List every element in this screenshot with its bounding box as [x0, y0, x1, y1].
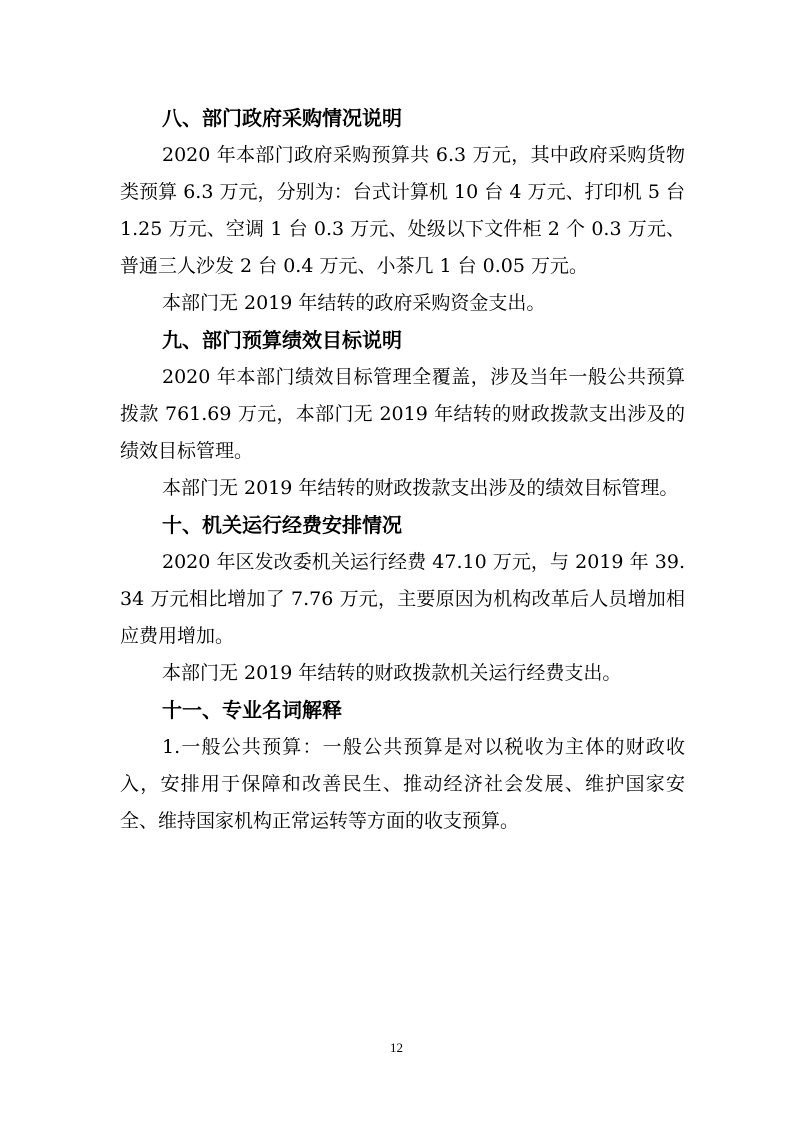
paragraph-glossary-general-budget: 1.一般公共预算：一般公共预算是对以税收为主体的财政收入，安排用于保障和改善民生、推动经济社会发展、维护国家安全、维持国家机构正常运转等方面的收支预算。	[120, 736, 685, 832]
section-heading-operating-costs: 十、机关运行经费安排情况	[162, 513, 402, 537]
section-heading-performance: 九、部门预算绩效目标说明	[162, 328, 402, 352]
page-number: 12	[390, 1040, 403, 1055]
paragraph-procurement-budget: 2020 年本部门政府采购预算共 6.3 万元，其中政府采购货物类预算 6.3 万元，分别为：台式计算机 10 台 4 万元、打印机 5 台 1.25 万元、空调 1 台 0.3 万元、处级以下文件柜 2 个 0.3 万元、普通三人沙发 2 台 0.4 万元、小茶几 1 台 0.05 万元。	[120, 144, 685, 277]
section-heading-glossary: 十一、专业名词解释	[162, 698, 342, 722]
paragraph-operating-costs: 2020 年区发改委机关运行经费 47.10 万元，与 2019 年 39.34 万元相比增加了 7.76 万元，主要原因为机构改革后人员增加相应费用增加。	[120, 551, 685, 647]
paragraph-procurement-carryover: 本部门无 2019 年结转的政府采购资金支出。	[162, 292, 546, 314]
paragraph-operating-costs-carryover: 本部门无 2019 年结转的财政拨款机关运行经费支出。	[162, 662, 622, 684]
paragraph-performance-carryover: 本部门无 2019 年结转的财政拨款支出涉及的绩效目标管理。	[162, 477, 679, 499]
section-heading-procurement: 八、部门政府采购情况说明	[162, 106, 402, 130]
paragraph-performance-coverage: 2020 年本部门绩效目标管理全覆盖，涉及当年一般公共预算拨款 761.69 万元，本部门无 2019 年结转的财政拨款支出涉及的绩效目标管理。	[120, 366, 685, 462]
page-content	[120, 100, 685, 840]
